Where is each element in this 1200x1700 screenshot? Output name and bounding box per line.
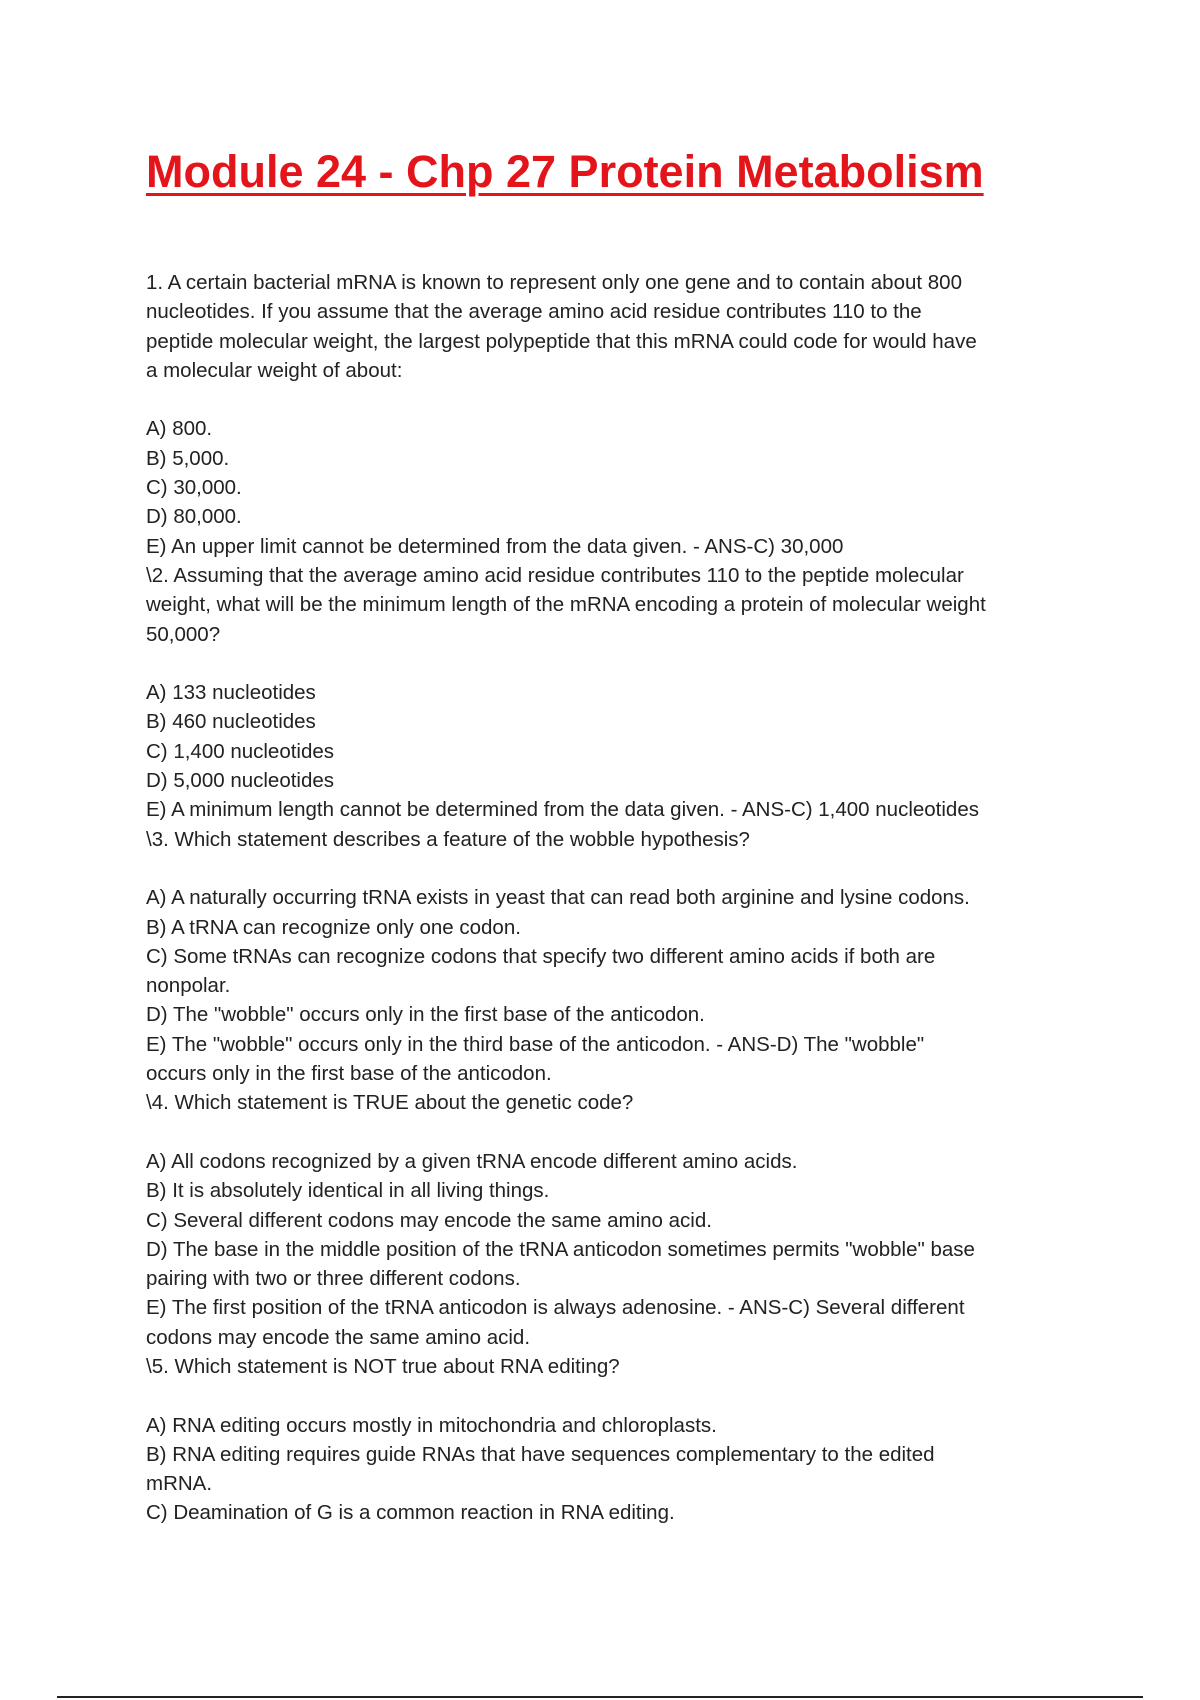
question-block <box>146 825 1086 1089</box>
answer-option: A) All codons recognized by a given tRNA encode different amino acids. <box>146 1149 798 1173</box>
answer-option: D) The "wobble" occurs only in the first base of the anticodon. <box>146 1003 705 1027</box>
question-block <box>146 268 1086 561</box>
answer-option: A) A naturally occurring tRNA exists in yeast that can read both arginine and lysine codons. <box>146 886 970 910</box>
answer-option: B) 5,000. <box>146 446 230 470</box>
question-stem <box>146 1088 1086 1117</box>
answer-option: C) Several different codons may encode the same amino acid. <box>146 1208 712 1232</box>
answer-option-with-answer: E) The "wobble" occurs only in the third base of the anticodon. - ANS-D) The "wobble" occurs only in the first base of the anticodon. <box>146 1032 925 1086</box>
question-block <box>146 1352 1086 1528</box>
answer-option: B) It is absolutely identical in all living things. <box>146 1179 550 1203</box>
answer-option-with-answer: E) The first position of the tRNA anticodon is always adenosine. - ANS-C) Several different codons may encode the same amino acid. <box>146 1296 965 1349</box>
question-block <box>146 1088 1086 1352</box>
stem-line: a molecular weight of about: <box>146 358 403 382</box>
stem-line: \3. Which statement describes a feature of the wobble hypothesis? <box>146 827 750 851</box>
question-stem <box>146 268 1086 385</box>
question-list <box>146 268 1086 1528</box>
stem-line: \2. Assuming that the average amino acid residue contributes 110 to the peptide molecular <box>146 563 964 587</box>
answer-option: C) Some tRNAs can recognize codons that specify two different amino acids if both are nonpolar. <box>146 944 936 998</box>
question-stem <box>146 1352 1086 1381</box>
page-title: Module 24 - Chp 27 Protein Metabolism <box>146 146 984 197</box>
answer-option: C) 1,400 nucleotides <box>146 739 335 763</box>
stem-line: peptide molecular weight, the largest polypeptide that this mRNA could code for would have <box>146 329 977 353</box>
answer-option: D) 5,000 nucleotides <box>146 769 335 793</box>
answer-option: D) 80,000. <box>146 505 242 529</box>
stem-line: 1. A certain bacterial mRNA is known to represent only one gene and to contain about 800 <box>146 271 962 294</box>
stem-line: \4. Which statement is TRUE about the genetic code? <box>146 1091 634 1115</box>
answer-option: B) 460 nucleotides <box>146 710 316 734</box>
stem-line: nucleotides. If you assume that the average amino acid residue contributes 110 to the <box>146 300 922 324</box>
stem-line: 50,000? <box>146 622 221 646</box>
answer-option-with-answer: E) An upper limit cannot be determined from the data given. - ANS-C) 30,000 <box>146 534 844 558</box>
stem-line: weight, what will be the minimum length of the mRNA encoding a protein of molecular weight <box>146 593 986 617</box>
answer-option: C) 30,000. <box>146 476 242 500</box>
answer-option-with-answer: E) A minimum length cannot be determined from the data given. - ANS-C) 1,400 nucleotides <box>146 798 979 822</box>
answer-option: A) RNA editing occurs mostly in mitochondria and chloroplasts. <box>146 1413 717 1437</box>
answer-option: C) Deamination of G is a common reaction in RNA editing. <box>146 1501 675 1525</box>
stem-line: \5. Which statement is NOT true about RNA editing? <box>146 1354 620 1378</box>
question-stem <box>146 561 1086 649</box>
answer-option: B) A tRNA can recognize only one codon. <box>146 915 521 939</box>
page-bottom-rule <box>57 1696 1143 1698</box>
answer-option: A) 800. <box>146 417 213 441</box>
question-block <box>146 561 1086 825</box>
question-stem <box>146 825 1086 854</box>
answer-option: D) The base in the middle position of the tRNA anticodon sometimes permits "wobble" base pairing with two or three different codons. <box>146 1237 975 1291</box>
answer-option: A) 133 nucleotides <box>146 681 316 705</box>
answer-option: B) RNA editing requires guide RNAs that have sequences complementary to the edited mRNA. <box>146 1442 935 1496</box>
